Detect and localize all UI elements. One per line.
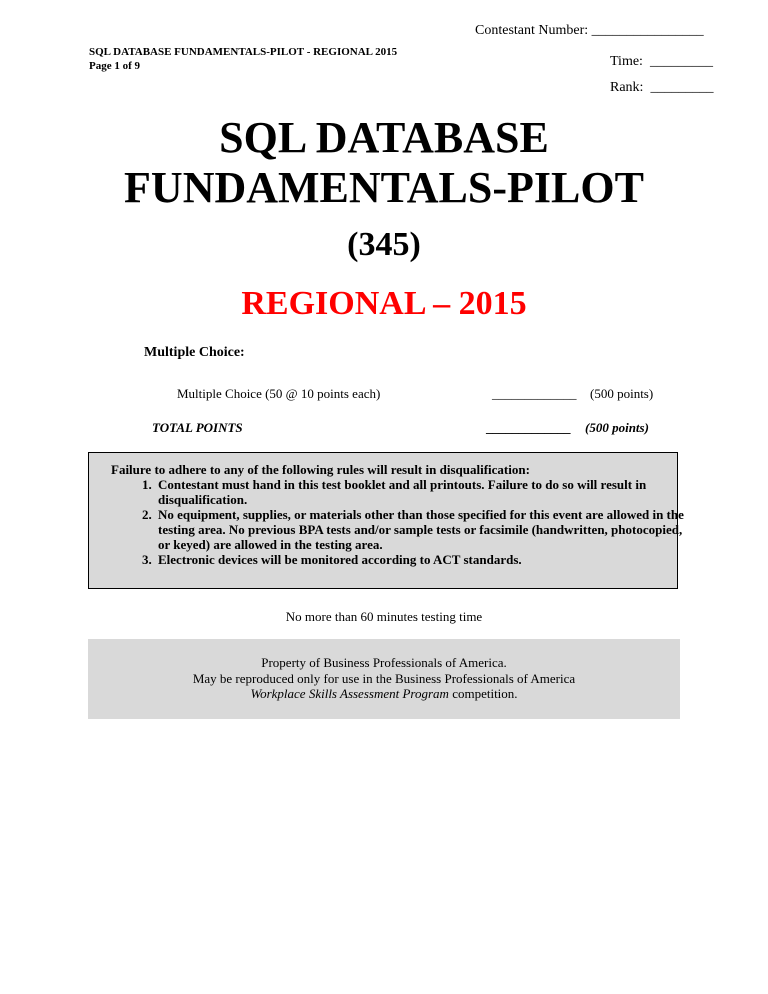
testing-time-note: No more than 60 minutes testing time	[285, 609, 483, 624]
rank-field	[610, 80, 713, 96]
contestant-number-label: Contestant Number:	[475, 23, 589, 38]
time-field	[610, 54, 713, 70]
level-heading: REGIONAL – 2015	[241, 285, 527, 322]
multiple-choice-heading: Multiple Choice:	[144, 345, 245, 360]
contestant-number-blank: ________________	[591, 23, 704, 38]
title-line-2: FUNDAMENTALS-PILOT	[124, 163, 644, 212]
time-blank: _________	[649, 54, 713, 69]
mc-row-points: (500 points)	[590, 386, 654, 401]
total-points-blank: _____________	[486, 420, 571, 435]
page-title	[0, 113, 768, 213]
rules-box	[88, 452, 684, 589]
property-line-1: Property of Business Professionals of America.	[261, 655, 507, 670]
mc-row-blank: _____________	[492, 386, 577, 401]
program-name: Workplace Skills Assessment Program	[250, 686, 449, 701]
rules-list	[111, 477, 695, 567]
total-points-value: (500 points)	[585, 420, 649, 435]
property-line-3	[88, 686, 680, 702]
mc-row-label: Multiple Choice (50 @ 10 points each)	[177, 386, 381, 401]
title-line-1: SQL DATABASE	[219, 113, 549, 162]
rule-item: 1. Contestant must hand in this test booklet and all printouts. Failure to do so will result in disqualification.	[155, 477, 695, 507]
running-header	[89, 45, 397, 73]
rule-item: 3. Electronic devices will be monitored according to ACT standards.	[155, 552, 695, 567]
time-label: Time:	[610, 54, 643, 69]
contestant-number-field	[475, 23, 704, 39]
rule-item: 2. No equipment, supplies, or materials other than those specified for this event are allowed in the testing area. No previous BPA tests and/or sample tests or facsimile (handwritten, photocopied, or keyed) are allowed in the testing area.	[155, 507, 695, 552]
running-header-title: SQL DATABASE FUNDAMENTALS-PILOT - REGIONAL 2015	[89, 46, 398, 58]
event-code: (345)	[347, 226, 421, 263]
rank-label: Rank:	[610, 80, 644, 95]
property-notice-box	[88, 639, 680, 719]
page-indicator: Page 1 of 9	[89, 60, 141, 72]
property-line-3-rest: competition.	[448, 686, 518, 701]
total-points-label: TOTAL POINTS	[152, 420, 243, 435]
property-line-2: May be reproduced only for use in the Business Professionals of America	[192, 670, 576, 686]
rank-blank: _________	[650, 80, 714, 95]
rules-intro: Failure to adhere to any of the following rules will result in disqualification:	[111, 462, 530, 477]
